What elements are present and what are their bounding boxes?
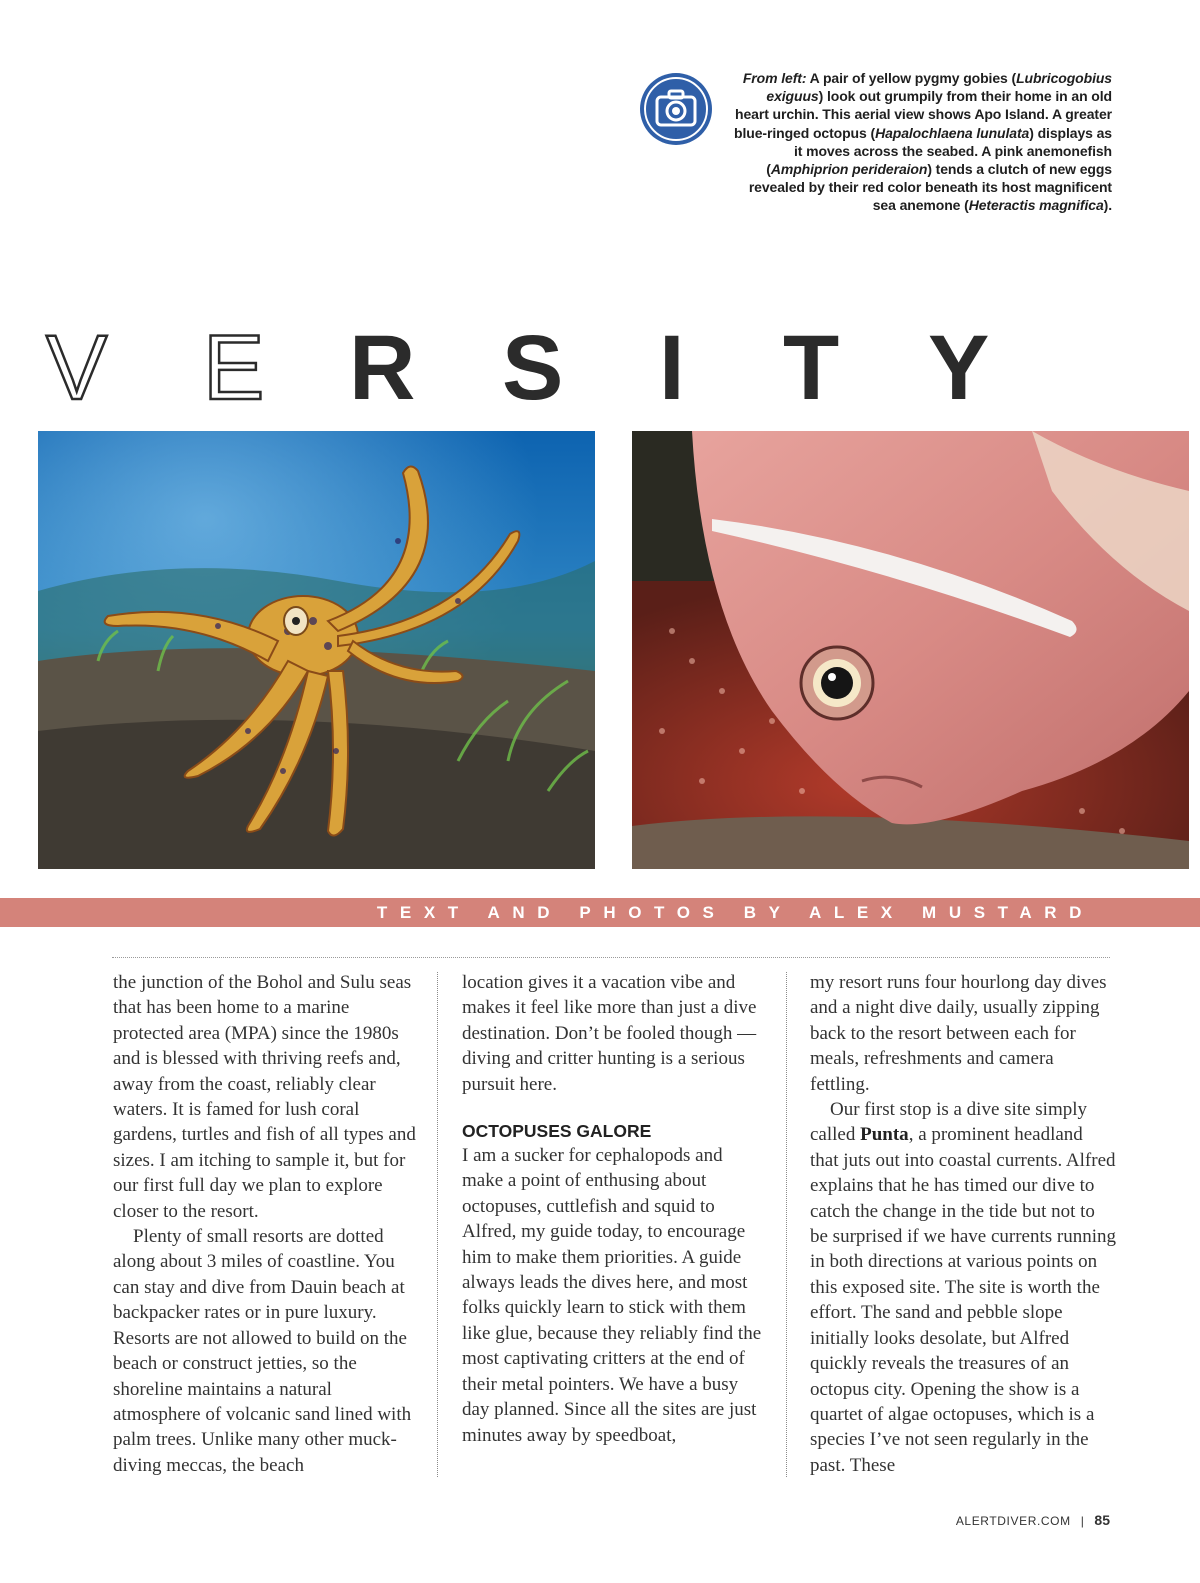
subheading: OCTOPUSES GALORE <box>462 1121 652 1142</box>
headline-letter: R <box>349 317 416 419</box>
photo-caption <box>730 69 1112 215</box>
camera-icon <box>638 71 714 147</box>
paragraph: location gives it a vacation vibe and makes it feel like more than just a dive destination. Don’t be fooled though — diving and critter hunting is a serious pursuit here. <box>462 972 757 1095</box>
column-divider <box>437 972 438 1477</box>
column-divider <box>786 972 787 1477</box>
caption-species: Amphiprion perideraion <box>770 161 928 178</box>
headline-letter: I <box>659 317 685 419</box>
caption-text: ) look out grumpily from their home in an old heart urchin. This aerial view shows Apo Island. A greater blue-ringed octopus ( <box>734 88 1112 141</box>
caption-text: ) displays as it moves across the seabed. A pink anemonefish ( <box>766 124 1112 178</box>
headline-letter: E <box>203 317 265 419</box>
headline-letter: S <box>502 317 564 419</box>
headline-letter: T <box>783 317 840 419</box>
paragraph: my resort runs four hourlong day dives and a night dive daily, usually zipping back to the resort between each for meals, refreshments and camera fettling. <box>810 972 1107 1095</box>
divider <box>112 957 1110 958</box>
page-number: 85 <box>1094 1512 1110 1528</box>
octopus-photo <box>38 431 595 869</box>
caption-species: Hapalochlaena lunulata <box>875 124 1030 141</box>
byline: TEXT AND PHOTOS BY ALEX MUSTARD <box>376 903 1094 922</box>
caption-lead: From left: <box>742 70 807 86</box>
headline <box>0 318 1200 418</box>
paragraph: Plenty of small resorts are dotted along about 3 miles of coastline. You can stay and dive from Dauin beach at backpacker rates or in pure luxury. Resorts are not allowed to build on the beach or construct jetties, so the shoreline maintains a natural atmosphere of volcanic sand lined with palm trees. Unlike many other muck-diving meccas, the beach <box>113 1226 412 1476</box>
paragraph <box>810 1097 1116 1478</box>
paragraph-text: , a prominent headland that juts out into coastal currents. Alfred explains that he has timed our dive to catch the change in the tide but not to be surprised if we have currents running in both directions at various points on this exposed site. The site is worth the effort. The sand and pebble slope initially looks desolate, but Alfred quickly reveals the treasures of an octopus city. Opening the show is a quartet of algae octopuses, which is a species I’ve not seen regularly in the past. These <box>810 1124 1117 1476</box>
caption-species: Heteractis magnifica <box>968 197 1104 214</box>
byline-band <box>0 898 1200 927</box>
paragraph: the junction of the Bohol and Sulu seas that has been home to a marine protected area (MPA) since the 1980s and is blessed with thriving reefs and, away from the coast, reliably clear waters. It is famed for lush coral gardens, turtles and fish of all types and sizes. I am itching to sample it, but for our first full day we plan to explore closer to the resort. <box>113 972 416 1222</box>
footer-separator: | <box>1080 1514 1085 1528</box>
caption-species: Lubricogobius exiguus <box>766 70 1112 105</box>
paragraph: I am a sucker for cephalopods and make a point of enthusing about octopuses, cuttlefish and squid to Alfred, my guide today, to encourage him to make them priorities. A guide always leads the dives here, and most folks quickly learn to stick with them like glue, because they reliably find the most captivating critters at the end of their metal pointers. We have a busy day planned. Since all the sites are just minutes away by speedboat, <box>462 1145 762 1446</box>
headline-letter: V <box>46 317 108 419</box>
caption-text: ) tends a clutch of new eggs revealed by their red color beneath its host magnificent sea anemone ( <box>748 161 1112 214</box>
article-column-2 <box>462 970 768 1448</box>
headline-letter: Y <box>928 317 990 419</box>
dive-site-name: Punta <box>860 1124 909 1146</box>
article-column-1 <box>113 970 419 1478</box>
paragraph-text: Our first stop is a dive site simply called <box>810 1099 1088 1146</box>
caption-text: ). <box>1103 197 1112 214</box>
caption-text: A pair of yellow pygmy gobies ( <box>806 70 1017 86</box>
anemonefish-photo <box>632 431 1189 869</box>
footer-site: ALERTDIVER.COM <box>955 1514 1071 1528</box>
page-footer <box>956 1512 1110 1528</box>
article-column-3 <box>810 970 1116 1478</box>
